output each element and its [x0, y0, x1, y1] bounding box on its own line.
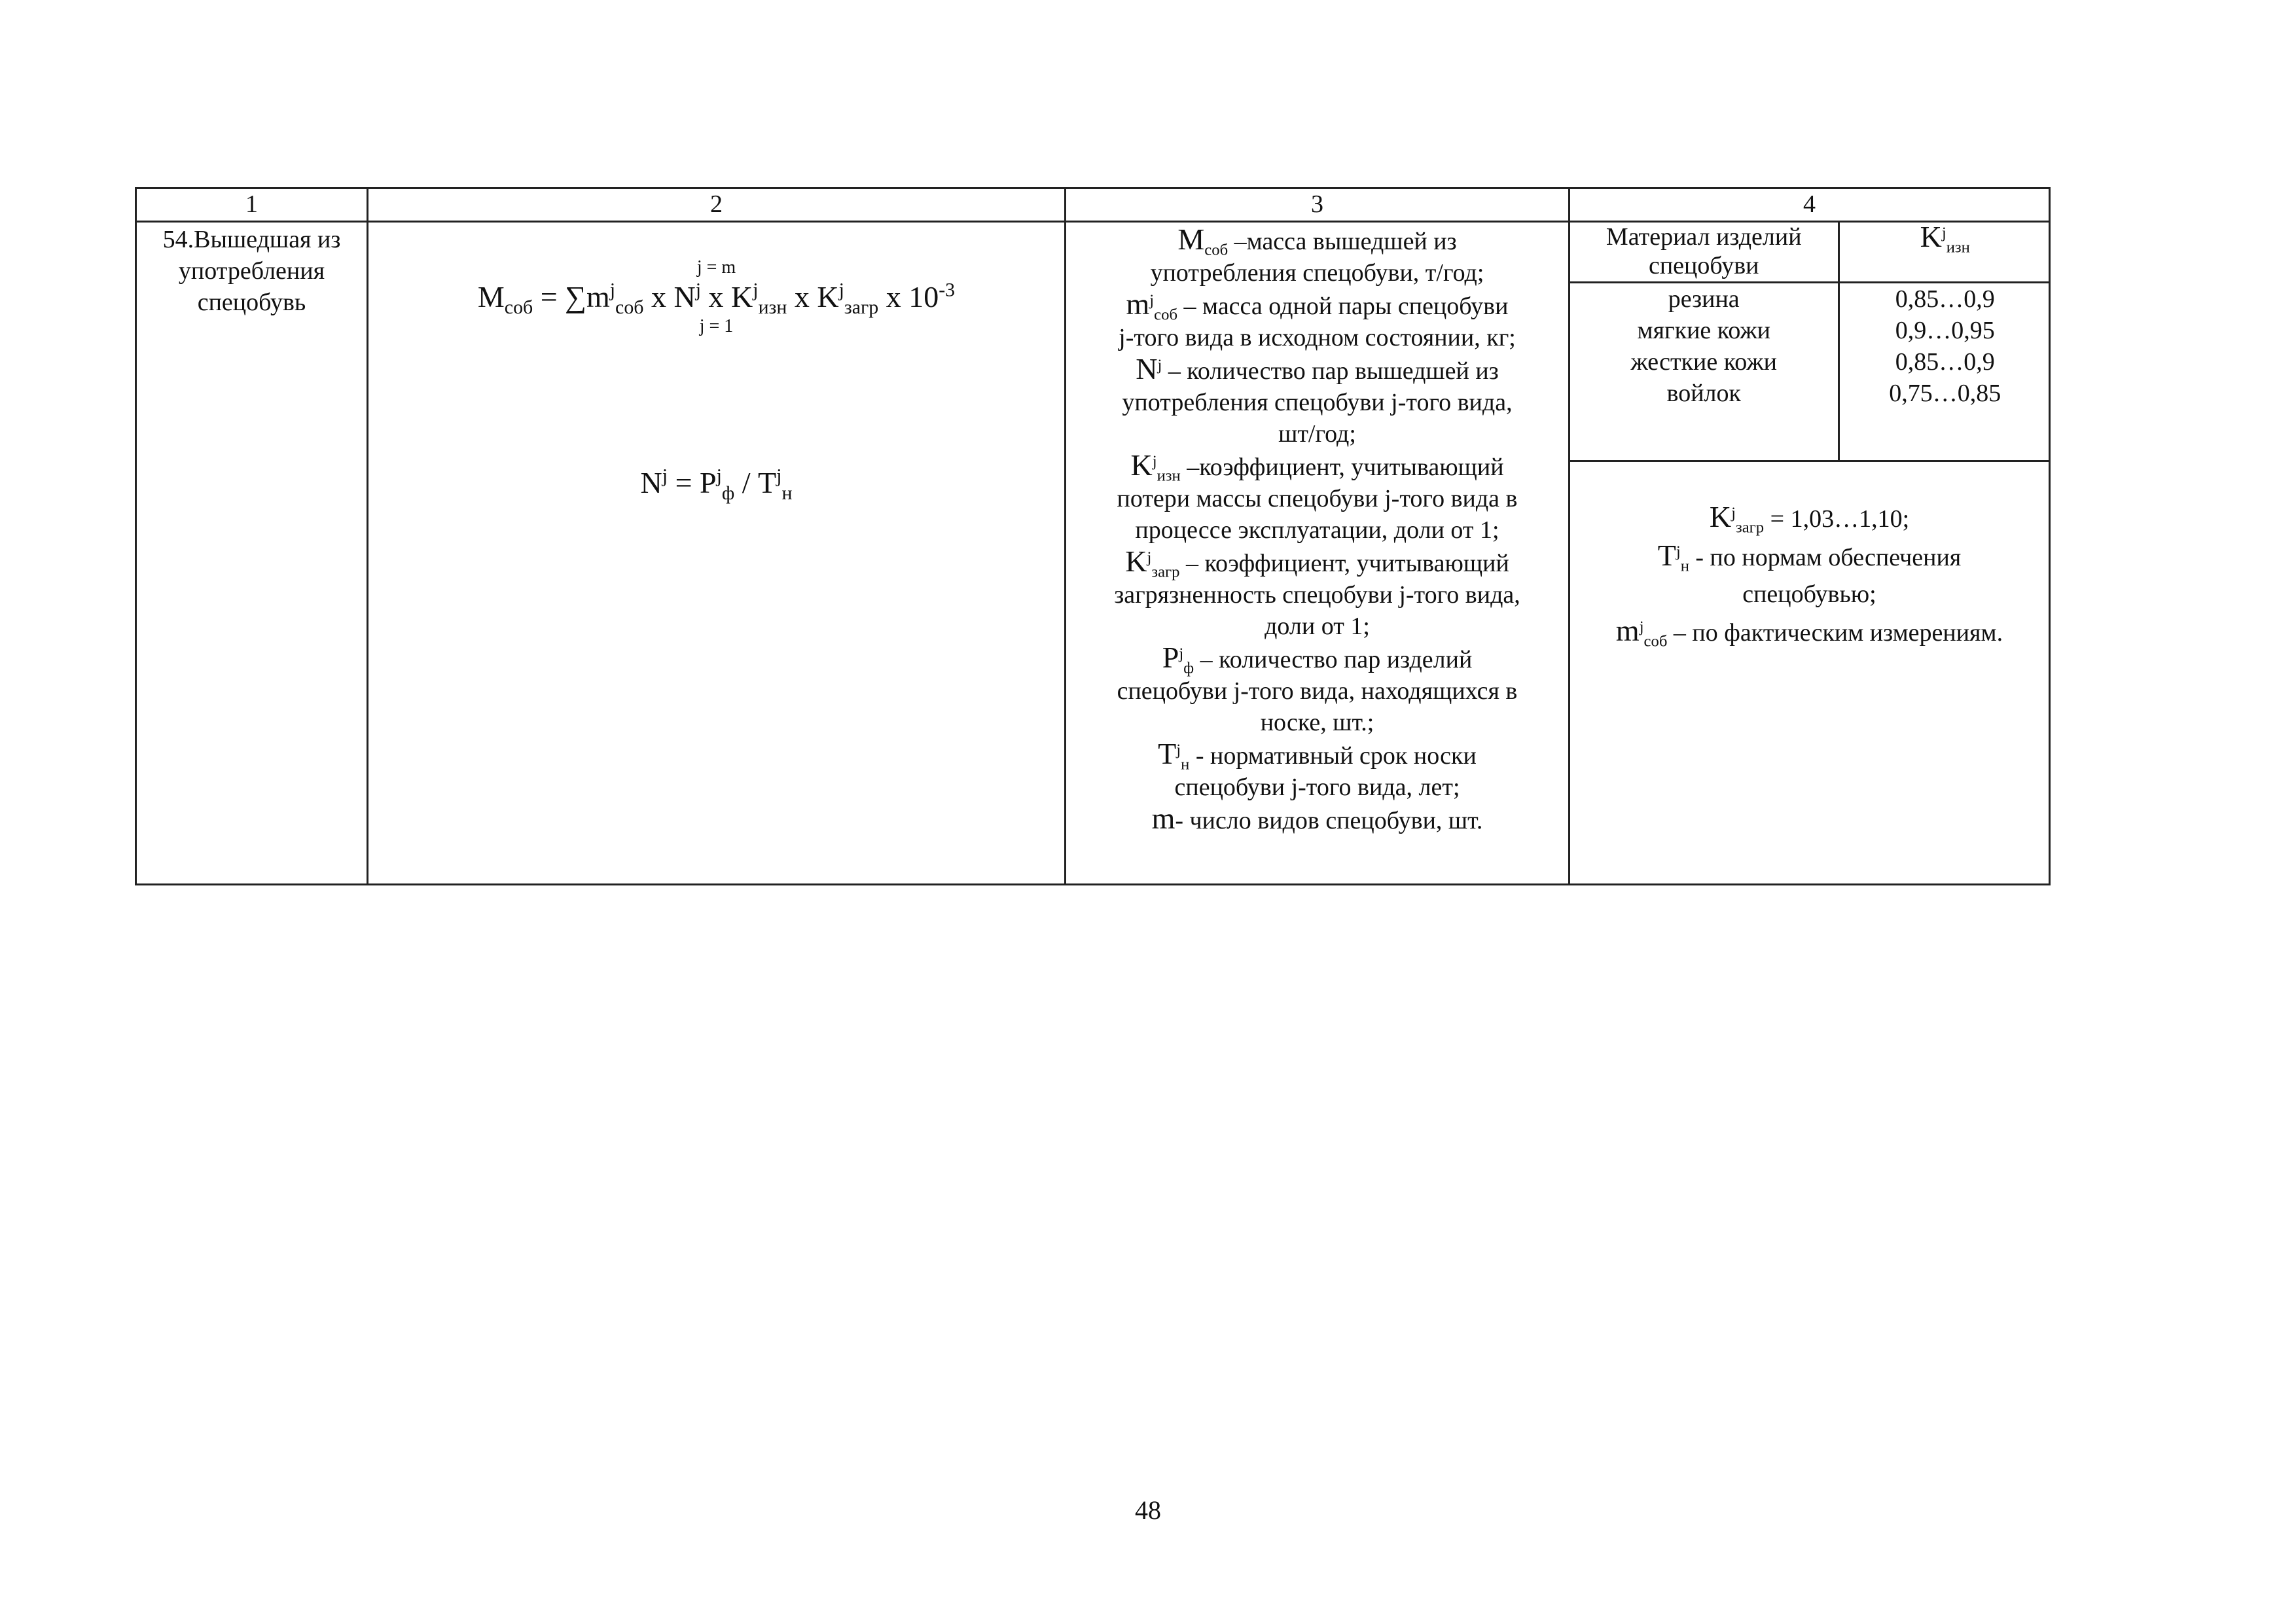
materials-header-row — [1570, 223, 2051, 283]
col-header-3: 3 — [1066, 188, 1570, 222]
sum-upper-limit: j = m — [696, 257, 736, 277]
material-values — [1839, 283, 2051, 461]
description-line: шт/год; — [1278, 420, 1356, 448]
norms-table — [135, 187, 2051, 885]
note-line: спецобувью; — [1742, 580, 1876, 608]
description-cell — [1066, 222, 1570, 885]
description-line: $M_{соб}$ –масса вышедшей из — [1177, 223, 1457, 259]
col-header-2: 2 — [368, 188, 1066, 222]
description-line: m- число видов спецобуви, шт. — [1151, 802, 1483, 835]
description-line: $T^j_н$ - нормативный срок носки — [1158, 737, 1477, 774]
materials-body-row — [1570, 283, 2051, 461]
description-line: спецобуви j-того вида, лет; — [1174, 774, 1460, 801]
description-line: носке, шт.; — [1260, 709, 1374, 736]
list-item: жесткие кожи — [1630, 348, 1777, 376]
page-number: 48 — [1135, 1495, 1161, 1525]
note-line: $T^j_н$ - по нормам обеспечения — [1657, 539, 1962, 575]
col-header-4: 4 — [1570, 188, 2050, 222]
material-names — [1570, 283, 1839, 461]
list-item: мягкие кожи — [1637, 317, 1770, 344]
table-header-row — [136, 188, 2050, 222]
mass-formula — [368, 257, 1064, 338]
description-line: $m^j_{соб}$ – масса одной пары спецобуви — [1126, 287, 1509, 324]
material-header: Материал изделий спецобуви — [1570, 223, 1839, 283]
description-line: доли от 1; — [1265, 613, 1370, 640]
list-item: резина — [1668, 285, 1740, 313]
coefficient-header: $K^j_{изн}$ — [1839, 223, 2051, 283]
col-header-1: 1 — [136, 188, 368, 222]
count-formula: $N^j = P^j_ф / T^j_н$ — [640, 465, 793, 505]
description-line: процессе эксплуатации, доли от 1; — [1135, 516, 1499, 544]
description-line: $N^j$ – количество пар вышедшей из — [1136, 352, 1499, 385]
note-line: $K^j_{загр}$ = 1,03…1,10; — [1709, 500, 1910, 537]
description-line: спецобуви j-того вида, находящихся в — [1117, 677, 1518, 705]
description-line: $P^j_ф$ – количество пар изделий — [1162, 641, 1473, 677]
formula-cell — [368, 222, 1066, 885]
waste-name-cell — [136, 222, 368, 885]
list-item: войлок — [1666, 380, 1741, 407]
list-item: 0,9…0,95 — [1895, 317, 1995, 344]
waste-name-line: спецобувь — [197, 289, 306, 316]
list-item: 0,85…0,9 — [1895, 285, 1995, 313]
description-line: $K^j_{загр}$ – коэффициент, учитывающий — [1125, 544, 1509, 581]
table-row — [136, 222, 2050, 885]
mass-equation: $M_{соб} = \sum m^j_{соб}$ x $N^j$ x $K^j_{изн}$ x $K^j_{загр}$ x $10^{-3}$ — [477, 279, 956, 319]
list-item: 0,85…0,9 — [1895, 348, 1995, 376]
description-line: j-того вида в исходном состоянии, кг; — [1119, 324, 1516, 351]
materials-cell — [1570, 222, 2050, 885]
sum-lower-limit: j = 1 — [699, 316, 734, 336]
waste-name-line: 54.Вышедшая из — [162, 226, 341, 253]
notes-block — [1570, 460, 2049, 872]
description-line: загрязненность спецобуви j-того вида, — [1114, 581, 1520, 609]
note-line: $m^j_{соб}$ – по фактическим измерениям. — [1615, 614, 2003, 651]
description-line: потери массы спецобуви j-того вида в — [1117, 485, 1518, 512]
description-line: употребления спецобуви, т/год; — [1150, 259, 1484, 287]
list-item: 0,75…0,85 — [1889, 380, 2001, 407]
waste-name-line: употребления — [178, 257, 325, 285]
materials-subtable — [1570, 220, 2051, 460]
description-line: $K^j_{изн}$ –коэффициент, учитывающий — [1130, 448, 1504, 485]
description-line: употребления спецобуви j-того вида, — [1122, 389, 1513, 416]
